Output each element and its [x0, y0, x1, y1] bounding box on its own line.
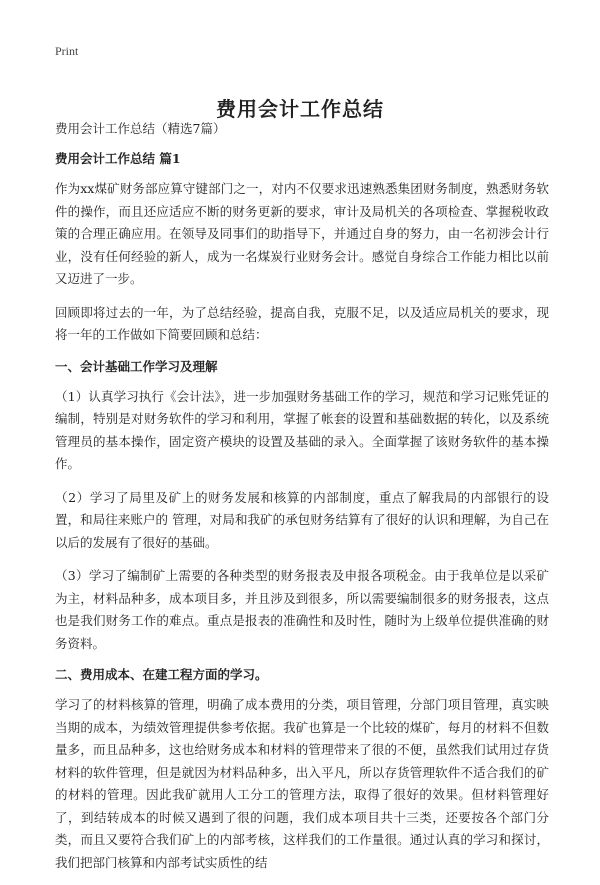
list-item-2: （2）学习了局里及矿上的财务发展和核算的内部制度，重点了解我局的内部银行的设置，和局往来账户的 管理，对局和我矿的承包财务结算有了很好的认识和理解，为自己在以后的发展有了很好的基础。: [55, 489, 549, 550]
print-label[interactable]: Print: [55, 44, 79, 58]
section-heading-1: 一、会计基础工作学习及理解: [55, 358, 218, 374]
list-item-1: （1）认真学习执行《会计法》，进一步加强财务基础工作的学习，规范和学习记账凭证的编制，特别是对财务软件的学习和利用，掌握了帐套的设置和基础数据的转化，以及系统管理员的基本操作，固定资产模块的设置及基础的录入。全面掌握了该财务软件的基本操作。: [55, 388, 549, 471]
section-heading-2: 二、费用成本、在建工程方面的学习。: [55, 667, 268, 682]
document-body: [55, 120, 549, 885]
paragraph-cost: 学习了的材料核算的管理，明确了成本费用的分类，项目管理，分部门项目管理，真实映当期的成本，为绩效管理提供参考依据。我矿也算是一个比较的煤矿，每月的材料不但数量多，而且品种多，这也给财务成本和材料的管理带来了很的不便，虽然我们试用过存货材料的软件管理，但是就因为材料品种多，出入平凡，所以存货管理软件不适合我们的矿的材料的管理。因此我矿就用人工分工的管理方法，取得了很好的效果。但材料管理好了，到结转成本的时候又遇到了很的问题，我们成本项目共十三类，还要按各个部门分类，而且又要符合我们矿上的内部考核，这样我们的工作量很。通过认真的学习和探讨，我们把部门核算和内部考试实质性的结: [55, 697, 549, 870]
article-heading: 费用会计工作总结 篇1: [55, 151, 181, 166]
paragraph-intro: 作为xx煤矿财务部应算守键部门之一，对内不仅要求迅速熟悉集团财务制度，熟悉财务软件的操作，而且还应适应不断的财务更新的要求，审计及局机关的各项检查、掌握税收政策的合理正确应用。在领导及同事们的助指导下，并通过自身的努力，由一名初涉会计行业，没有任何经验的新人，成为一名煤炭行业财务会计。感觉自身综合工作能力相比以前又迈进了一步。: [55, 181, 549, 286]
doc-subtitle: 费用会计工作总结（精选7篇）: [55, 121, 226, 136]
paragraph-review: 回顾即将过去的一年，为了总结经验，提高自我，克服不足，以及适应局机关的要求，现将一年的工作做如下简要回顾和总结：: [55, 304, 549, 342]
page-title: 费用会计工作总结: [216, 97, 384, 122]
list-item-3: （3）学习了编制矿上需要的各种类型的财务报表及申报各项税金。由于我单位是以采矿为主，材料品种多，成本项目多，并且涉及到很多，所以需要编制很多的财务报表，这点也是我们财务工作的难点。重点是报表的准确性和及时性，随时为上级单位提供准确的财务资料。: [55, 568, 549, 651]
